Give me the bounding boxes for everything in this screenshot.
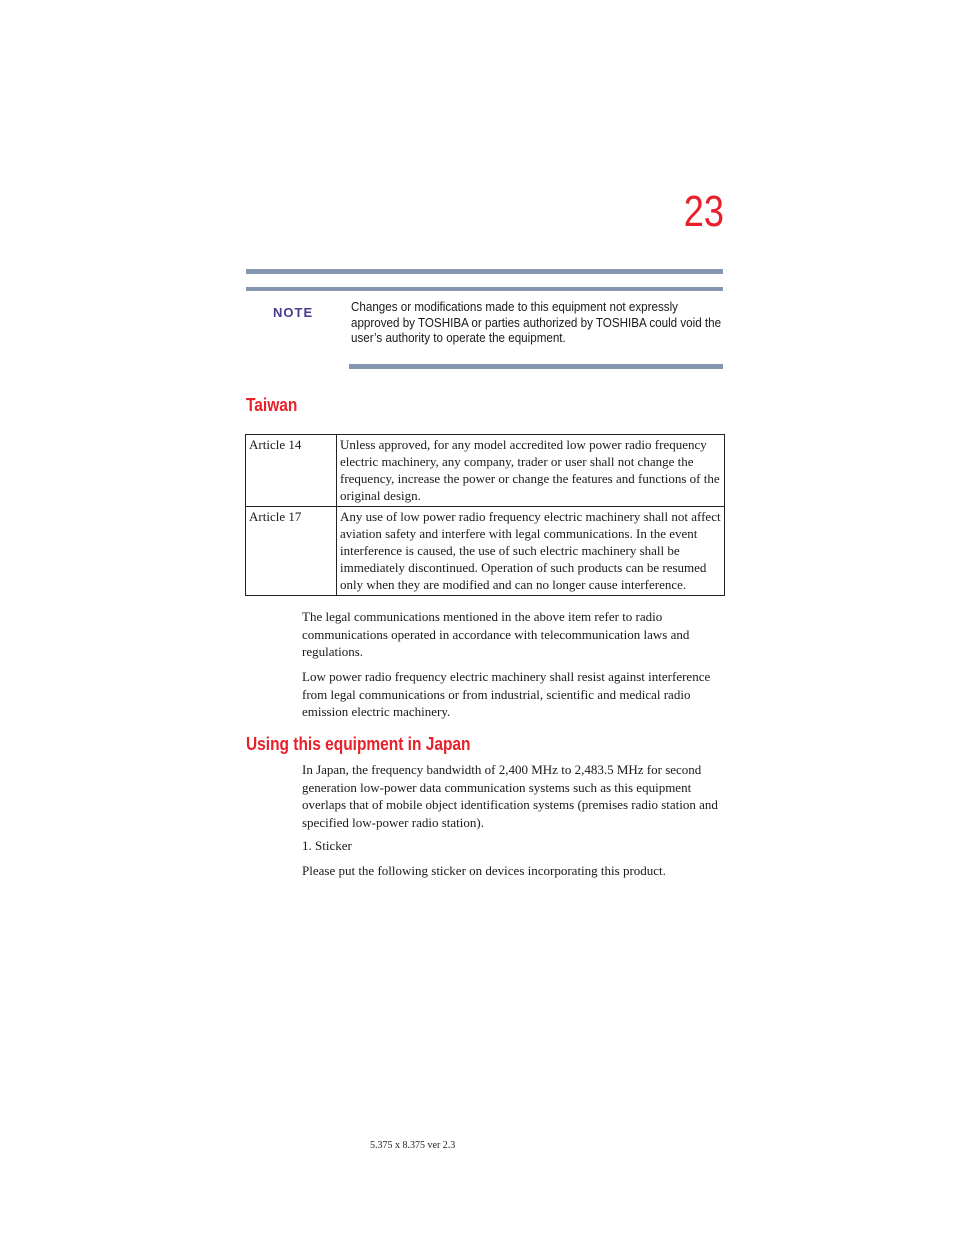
page-footer: 5.375 x 8.375 ver 2.3	[370, 1140, 456, 1151]
section-heading-japan: Using this equipment in Japan	[246, 734, 471, 754]
table-row	[246, 435, 725, 507]
japan-paragraph-1: In Japan, the frequency bandwidth of 2,400 MHz to 2,483.5 MHz for second generation low-power data communication systems such as this equipment overlaps that of mobile object identification systems (premises radio station and specified low-power radio station).	[302, 762, 718, 830]
note-top-rule	[246, 287, 723, 291]
article-text: Any use of low power radio frequency electric machinery shall not affect aviation safety and interfere with legal communications. In the event interference is caused, the use of such electric machinery shall be immediately discontinued. Operation of such products can be resumed only when they are modified and can no longer cause interference.	[337, 507, 725, 596]
taiwan-paragraph-2: Low power radio frequency electric machinery shall resist against interference from legal communications or from industrial, scientific and medical radio emission electric machinery.	[302, 669, 711, 719]
top-rule	[246, 269, 723, 274]
page-number: 23	[683, 187, 724, 236]
japan-paragraph-2: Please put the following sticker on devices incorporating this product.	[302, 863, 666, 878]
taiwan-paragraph-1: The legal communications mentioned in the above item refer to radio communications operated in accordance with telecommunication laws and regulations.	[302, 609, 690, 659]
taiwan-articles-table	[245, 434, 725, 596]
note-label: NOTE	[273, 305, 314, 320]
table-row	[246, 507, 725, 596]
section-heading-taiwan: Taiwan	[246, 395, 298, 415]
article-label: Article 14	[246, 435, 337, 507]
article-label: Article 17	[246, 507, 337, 596]
japan-list-item-sticker: 1. Sticker	[302, 838, 352, 853]
note-bottom-rule	[349, 364, 723, 369]
note-text: Changes or modifications made to this equipment not expressly approved by TOSHIBA or parties authorized by TOSHIBA could void the user’s authority to operate the equipment.	[351, 300, 722, 345]
article-text: Unless approved, for any model accredited low power radio frequency electric machinery, any company, trader or user shall not change the frequency, increase the power or change the features and functions of the original design.	[337, 435, 725, 507]
